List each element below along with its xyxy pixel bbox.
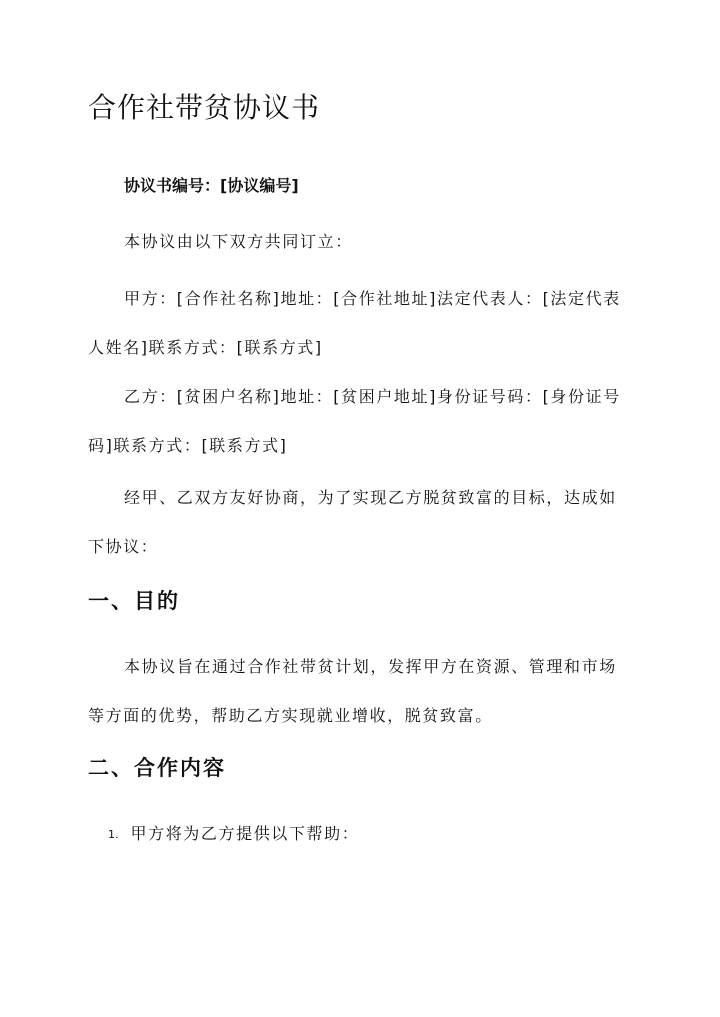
agreement-number: 协议书编号：[协议编号] bbox=[124, 176, 299, 195]
list-item bbox=[108, 820, 359, 849]
document-title: 合作社带贫协议书 bbox=[88, 91, 321, 124]
list-item-number: 1. bbox=[108, 828, 119, 841]
section-heading-cooperation: 二、合作内容 bbox=[88, 756, 226, 780]
party-a-paragraph: 甲方：[合作社名称]地址：[合作社地址]法定代表人：[法定代表人姓名]联系方式：[联系方式] bbox=[88, 289, 621, 357]
party-b-paragraph: 乙方：[贫困户名称]地址：[贫困户地址]身份证号码：[身份证号码]联系方式：[联系方式] bbox=[88, 387, 621, 455]
section-heading-purpose: 一、目的 bbox=[88, 589, 180, 613]
intro-paragraph: 本协议由以下双方共同订立： bbox=[124, 232, 353, 251]
list-item-text: 甲方将为乙方提供以下帮助： bbox=[130, 824, 360, 843]
agreement-statement-paragraph: 经甲、乙双方友好协商，为了实现乙方脱贫致富的目标，达成如下协议： bbox=[88, 488, 617, 556]
section-purpose-body: 本协议旨在通过合作社带贫计划，发挥甲方在资源、管理和市场等方面的优势，帮助乙方实现就业增收，脱贫致富。 bbox=[88, 657, 617, 725]
